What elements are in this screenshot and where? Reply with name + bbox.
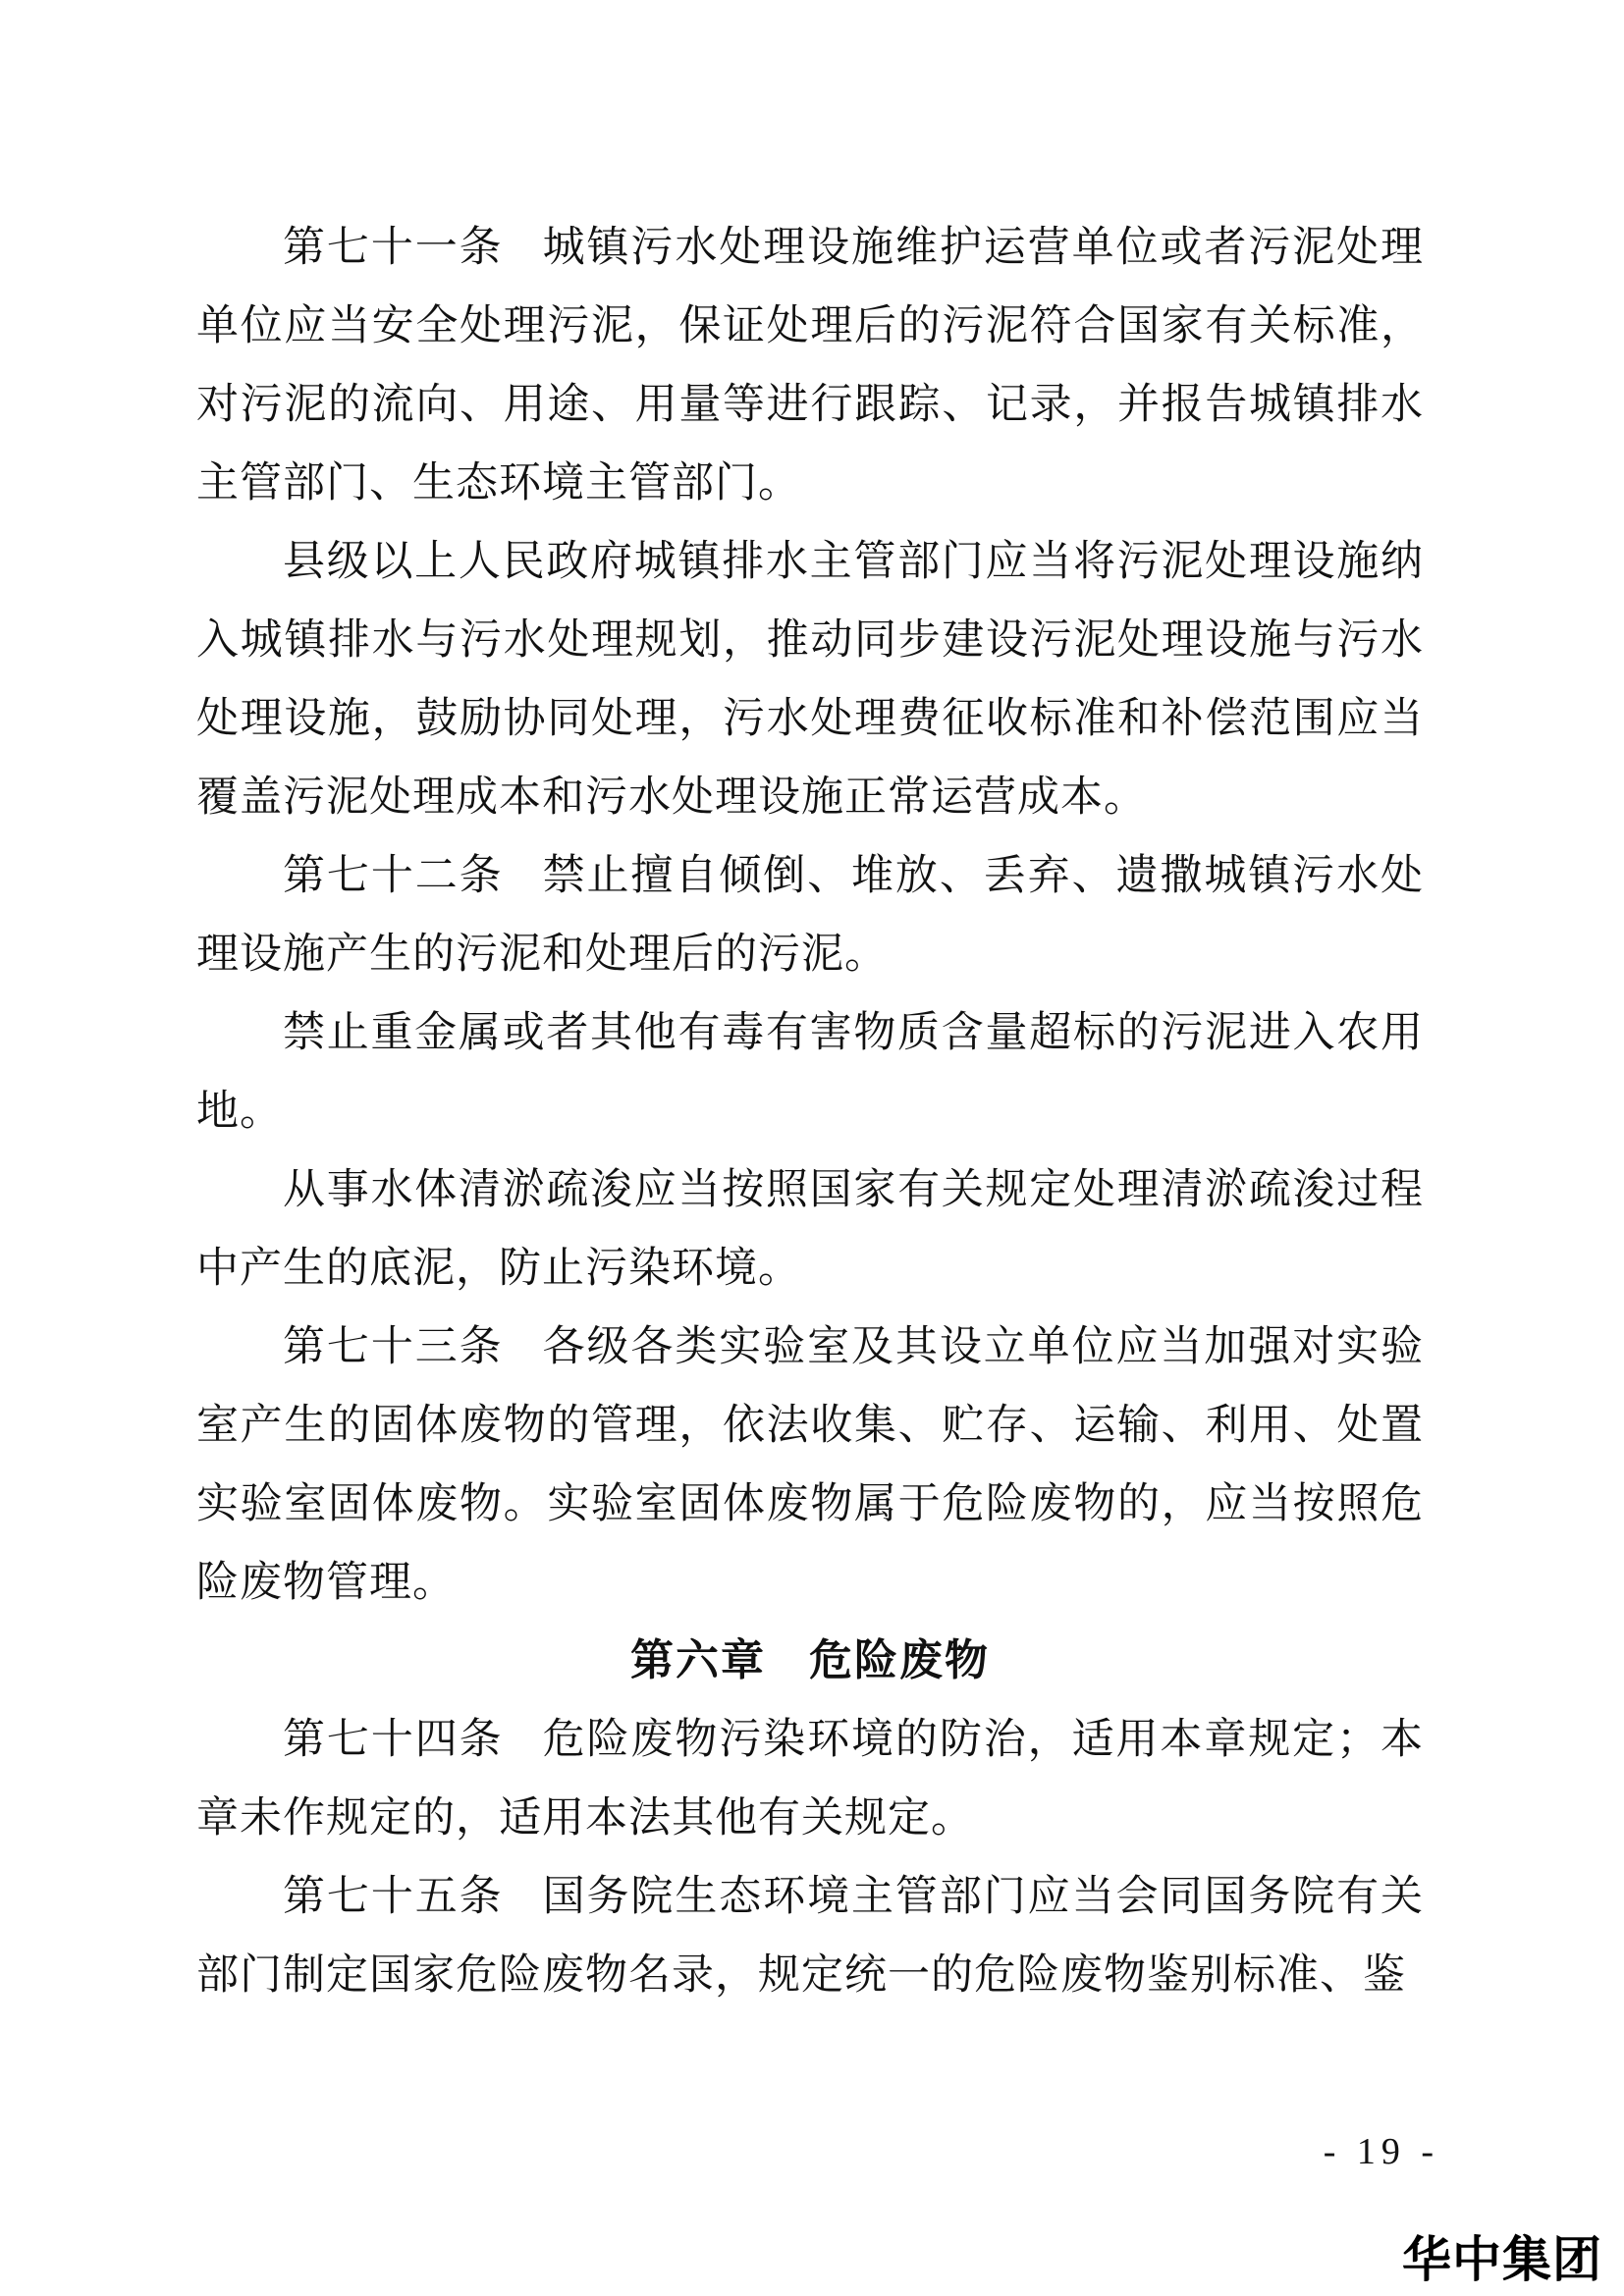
paragraph [196,1700,1424,1857]
paragraph [196,993,1424,1150]
chapter-number: 第六章 [630,1635,766,1685]
paragraph [196,836,1424,993]
paragraph [196,1150,1424,1308]
paragraph-text: 城镇污水处理设施维护运营单位或者污泥处理单位应当安全处理污泥，保证处理后的污泥符合国家有关标准，对污泥的流向、用途、用量等进行跟踪、记录，并报告城镇排水主管部门、生态环境主管部门。 [196,223,1425,507]
watermark-logo: 华中集团 [1402,2231,1602,2288]
article-number: 第七十二条 [283,851,504,900]
article-number: 第七十四条 [283,1715,504,1764]
article-number: 第七十一条 [283,223,504,272]
article-number: 第七十三条 [283,1322,504,1371]
page-number: - 19 - [1323,2131,1439,2172]
paragraph-text: 国务院生态环境主管部门应当会同国务院有关部门制定国家危险废物名录，规定统一的危险废物鉴别标准、鉴 [196,1872,1425,2000]
paragraph [196,208,1424,522]
paragraph-text: 危险废物污染环境的防治，适用本章规定；本章未作规定的，适用本法其他有关规定。 [196,1715,1425,1842]
chapter-title: 危险废物 [809,1635,990,1685]
paragraph-text: 各级各类实验室及其设立单位应当加强对实验室产生的固体废物的管理，依法收集、贮存、运输、利用、处置实验室固体废物。实验室固体废物属于危险废物的，应当按照危险废物管理。 [196,1322,1425,1607]
paragraph [196,1308,1424,1622]
body-text [196,208,1424,2014]
chapter-heading [196,1622,1424,1700]
article-number: 第七十五条 [283,1872,504,1921]
paragraph-text: 禁止擅自倾倒、堆放、丢弃、遗撒城镇污水处理设施产生的污泥和处理后的污泥。 [196,851,1425,979]
paragraph-text: 从事水体清淤疏浚应当按照国家有关规定处理清淤疏浚过程中产生的底泥，防止污染环境。 [196,1165,1424,1293]
paragraph-text: 县级以上人民政府城镇排水主管部门应当将污泥处理设施纳入城镇排水与污水处理规划，推动同步建设污泥处理设施与污水处理设施，鼓励协同处理，污水处理费征收标准和补偿范围应当覆盖污泥处理成本和污水处理设施正常运营成本。 [196,537,1424,822]
paragraph [196,522,1424,836]
paragraph [196,1857,1424,2014]
paragraph-text: 禁止重金属或者其他有毒有害物质含量超标的污泥进入农用地。 [196,1008,1424,1136]
